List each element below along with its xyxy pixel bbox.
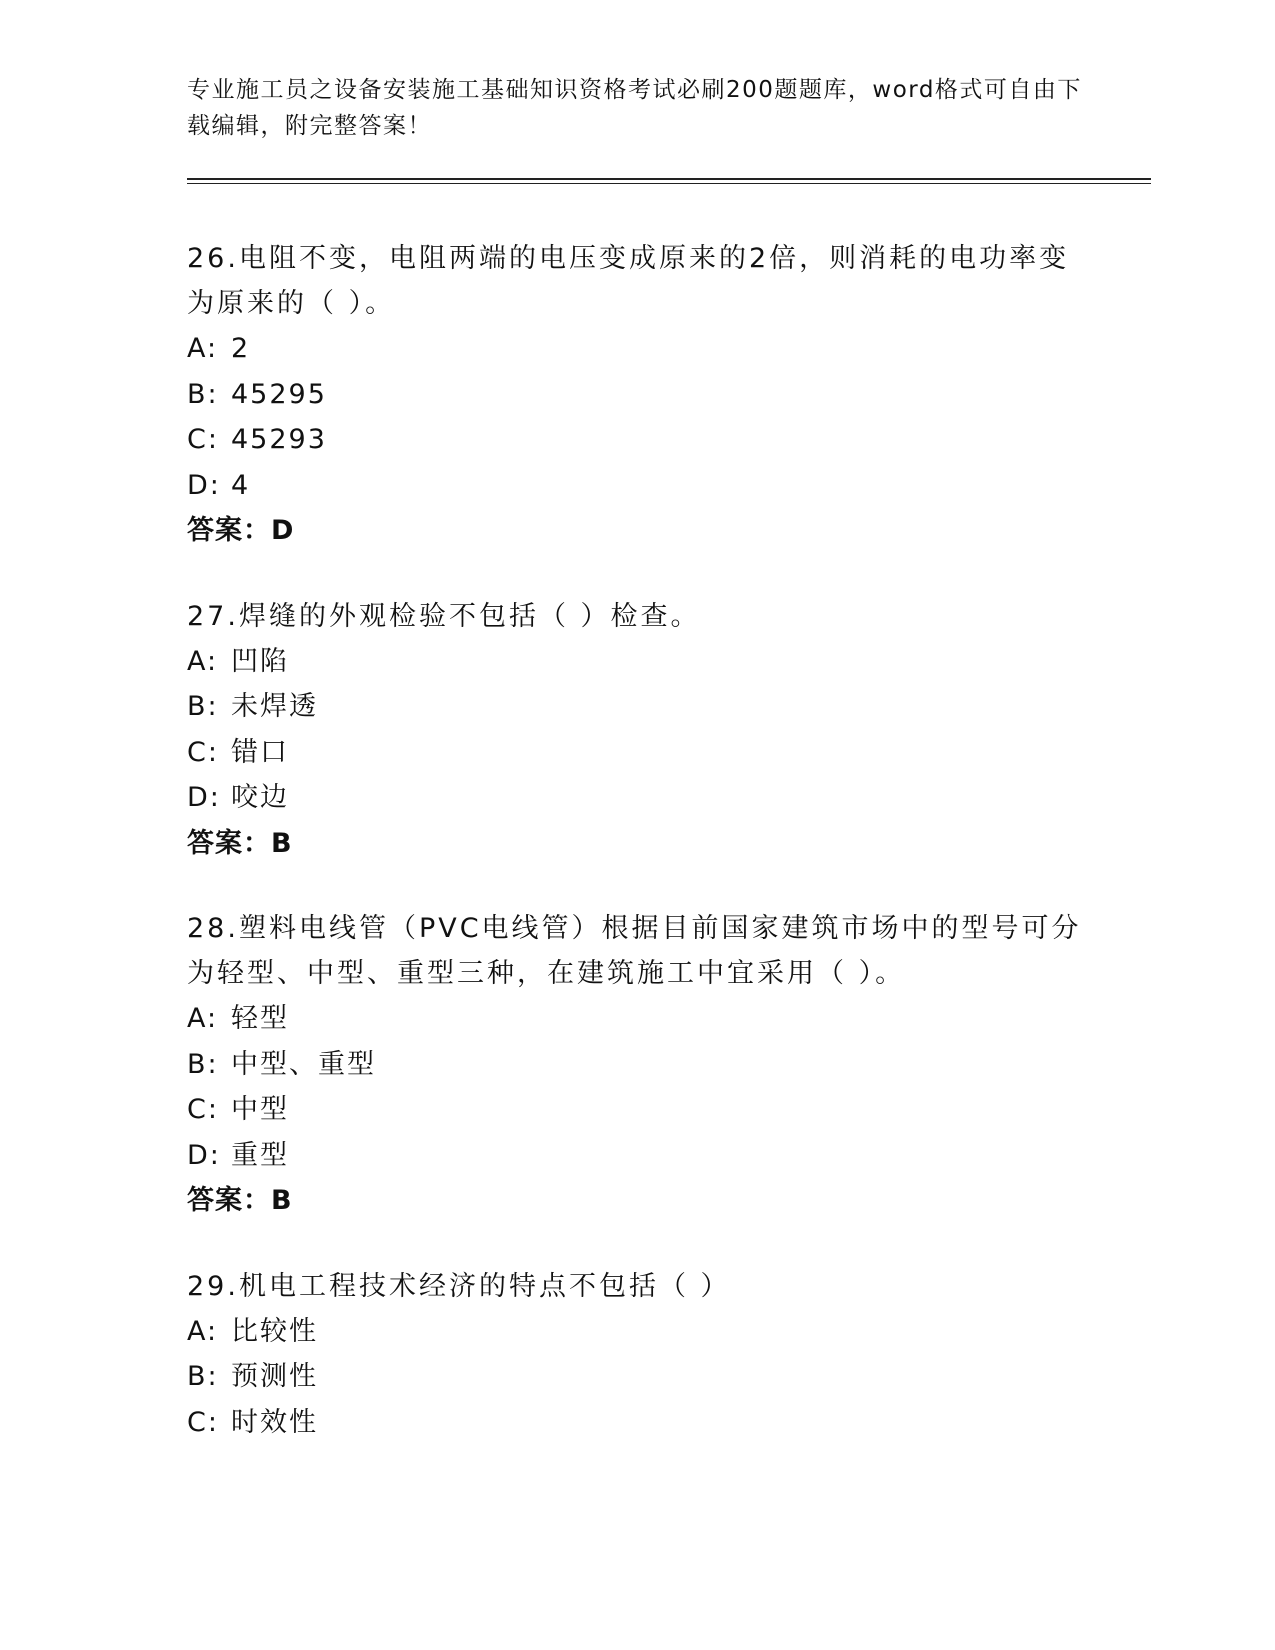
option-text: 45293 [231,424,327,455]
option-d [187,775,1087,821]
option-text: 比较性 [231,1315,318,1347]
question-stem: 26.电阻不变，电阻两端的电压变成原来的2倍，则消耗的电功率变为原来的（ ）。 [187,243,1070,319]
question-27 [187,594,1087,867]
question-29 [187,1264,1087,1446]
option-text: 45295 [231,378,327,410]
option-text: 中型、重型 [231,1048,376,1080]
option-letter: A: [187,333,219,364]
option-d [187,1133,1087,1179]
question-28 [187,906,1087,1224]
answer-line: 答案：D [187,515,295,546]
answer-line: 答案：B [187,1185,293,1216]
option-letter: B: [187,1048,219,1080]
question-list [187,236,1087,1485]
option-letter: D: [187,1139,221,1171]
question-stem: 27.焊缝的外观检验不包括（ ）检查。 [187,600,701,632]
option-letter: C: [187,424,219,455]
option-c [187,730,1087,776]
option-letter: A: [187,1003,219,1034]
option-text: 时效性 [231,1406,318,1438]
option-b [187,1042,1087,1088]
option-text: 凹陷 [231,645,289,677]
option-b [187,372,1087,418]
option-c [187,1400,1087,1446]
option-letter: A: [187,1315,219,1347]
header-divider-thin [187,183,1151,184]
option-text: 中型 [231,1094,289,1125]
option-letter: D: [187,469,221,501]
option-letter: C: [187,1406,219,1438]
option-c [187,1087,1087,1133]
option-letter: B: [187,691,219,722]
option-text: 轻型 [231,1003,289,1034]
question-stem: 28.塑料电线管（PVC电线管）根据目前国家建筑市场中的型号可分为轻型、中型、重型三种，在建筑施工中宜采用（ ）。 [187,913,1082,989]
question-26 [187,236,1087,554]
option-a [187,326,1087,372]
option-d [187,463,1087,509]
header-divider-thick [187,178,1151,180]
option-text: 预测性 [231,1361,318,1392]
option-text: 4 [231,469,251,501]
option-a [187,639,1087,685]
option-b [187,1354,1087,1400]
option-letter: D: [187,782,221,813]
option-text: 未焊透 [231,691,318,722]
option-a [187,996,1087,1042]
option-b [187,684,1087,730]
option-text: 咬边 [231,782,289,813]
document-header: 专业施工员之设备安装施工基础知识资格考试必刷200题题库，word格式可自由下载编辑，附完整答案！ [187,77,1082,139]
option-letter: B: [187,378,219,410]
option-letter: C: [187,1094,219,1125]
option-letter: A: [187,645,219,677]
option-text: 重型 [231,1139,289,1171]
option-text: 2 [231,333,251,364]
answer-line: 答案：B [187,827,293,859]
option-a [187,1309,1087,1355]
option-c [187,417,1087,463]
option-text: 错口 [231,736,289,768]
question-stem: 29.机电工程技术经济的特点不包括（ ） [187,1270,731,1302]
option-letter: C: [187,736,219,768]
option-letter: B: [187,1361,219,1392]
